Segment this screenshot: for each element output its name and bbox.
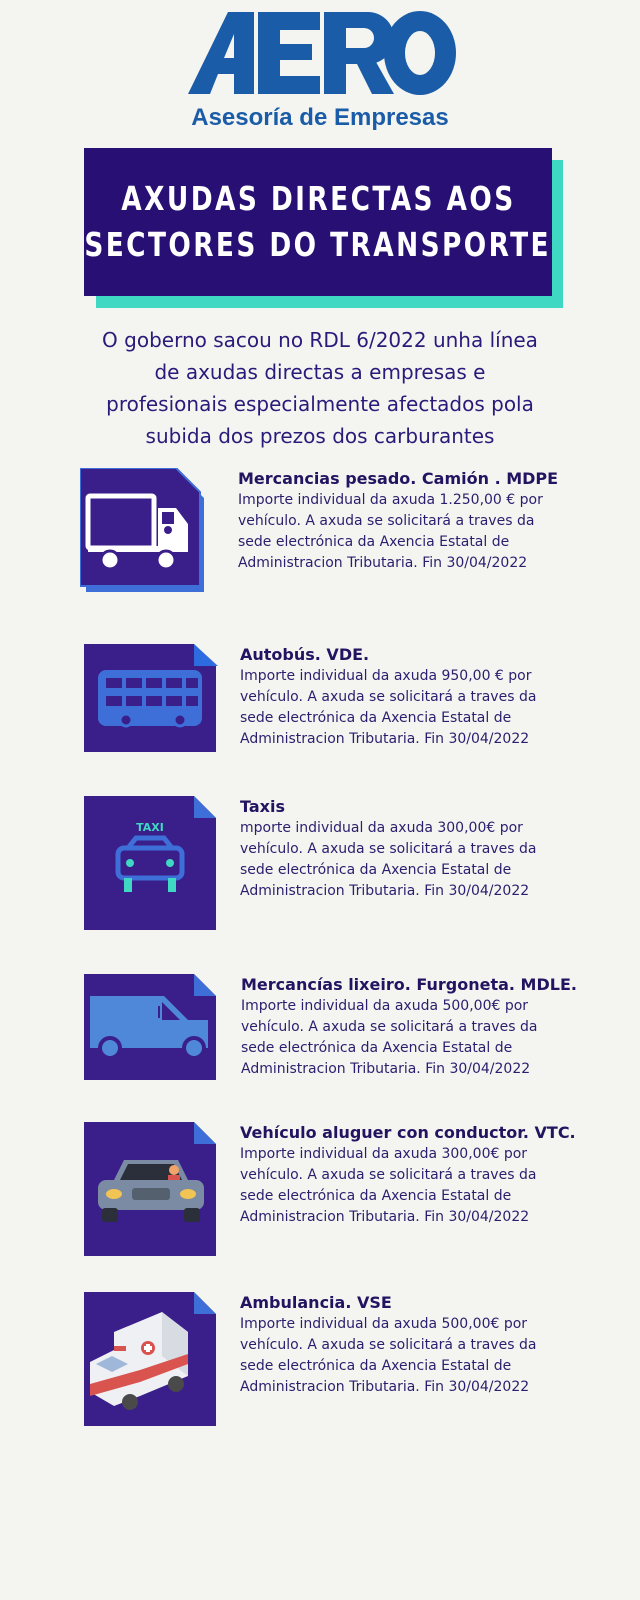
aero-logo: [180, 4, 460, 138]
title-line-1: AXUDAS DIRECTAS AOS: [120, 179, 516, 218]
item-description: Importe individual da axuda 300,00€ por vehículo. A axuda se solicitará a traves da sede electrónica da Axencia Estatal de Administracion Tributaria. Fin 30/04/2022: [240, 1146, 537, 1225]
title-line-2: SECTORES DO TRANSPORTE: [84, 225, 552, 264]
item-title: Autobús. VDE.: [240, 645, 370, 664]
aero-logo-mark: [180, 4, 460, 104]
car-with-driver-icon: [84, 1122, 218, 1256]
item-title: Taxis: [240, 797, 285, 816]
title-banner: [84, 148, 552, 296]
item-description: Importe individual da axuda 950,00 € por vehículo. A axuda se solicitará a traves da sede electrónica da Axencia Estatal de Administracion Tributaria. Fin 30/04/2022: [240, 668, 537, 747]
taxi-sign-label: TAXI: [136, 821, 164, 834]
item-description: Importe individual da axuda 1.250,00 € por vehículo. A axuda se solicitará a traves da sede electrónica da Axencia Estatal de Administracion Tributaria. Fin 30/04/2022: [238, 492, 543, 571]
bus-icon: [84, 644, 218, 754]
item-title: Ambulancia. VSE: [240, 1293, 392, 1312]
item-description: Importe individual da axuda 500,00€ por vehículo. A axuda se solicitará a traves da sede electrónica da Axencia Estatal de Administracion Tributaria. Fin 30/04/2022: [241, 998, 538, 1077]
logo-subtitle: Asesoría de Empresas: [191, 104, 449, 131]
item-description: Importe individual da axuda 500,00€ por vehículo. A axuda se solicitará a traves da sede electrónica da Axencia Estatal de Administracion Tributaria. Fin 30/04/2022: [240, 1316, 537, 1395]
taxi-icon: [84, 796, 218, 930]
ambulance-icon: [84, 1292, 218, 1426]
intro-text: O goberno sacou no RDL 6/2022 unha línea de axudas directas a empresas e profesionais especialmente afectados pola subida dos prezos dos carburantes: [102, 328, 538, 448]
truck-icon: [80, 468, 206, 594]
item-title: Mercancías lixeiro. Furgoneta. MDLE.: [241, 975, 577, 994]
van-icon: [84, 974, 218, 1080]
item-title: Vehículo aluguer con conductor. VTC.: [240, 1123, 576, 1142]
item-description: mporte individual da axuda 300,00€ por vehículo. A axuda se solicitará a traves da sede electrónica da Axencia Estatal de Administracion Tributaria. Fin 30/04/2022: [240, 820, 537, 899]
item-title: Mercancias pesado. Camión . MDPE: [238, 469, 559, 488]
